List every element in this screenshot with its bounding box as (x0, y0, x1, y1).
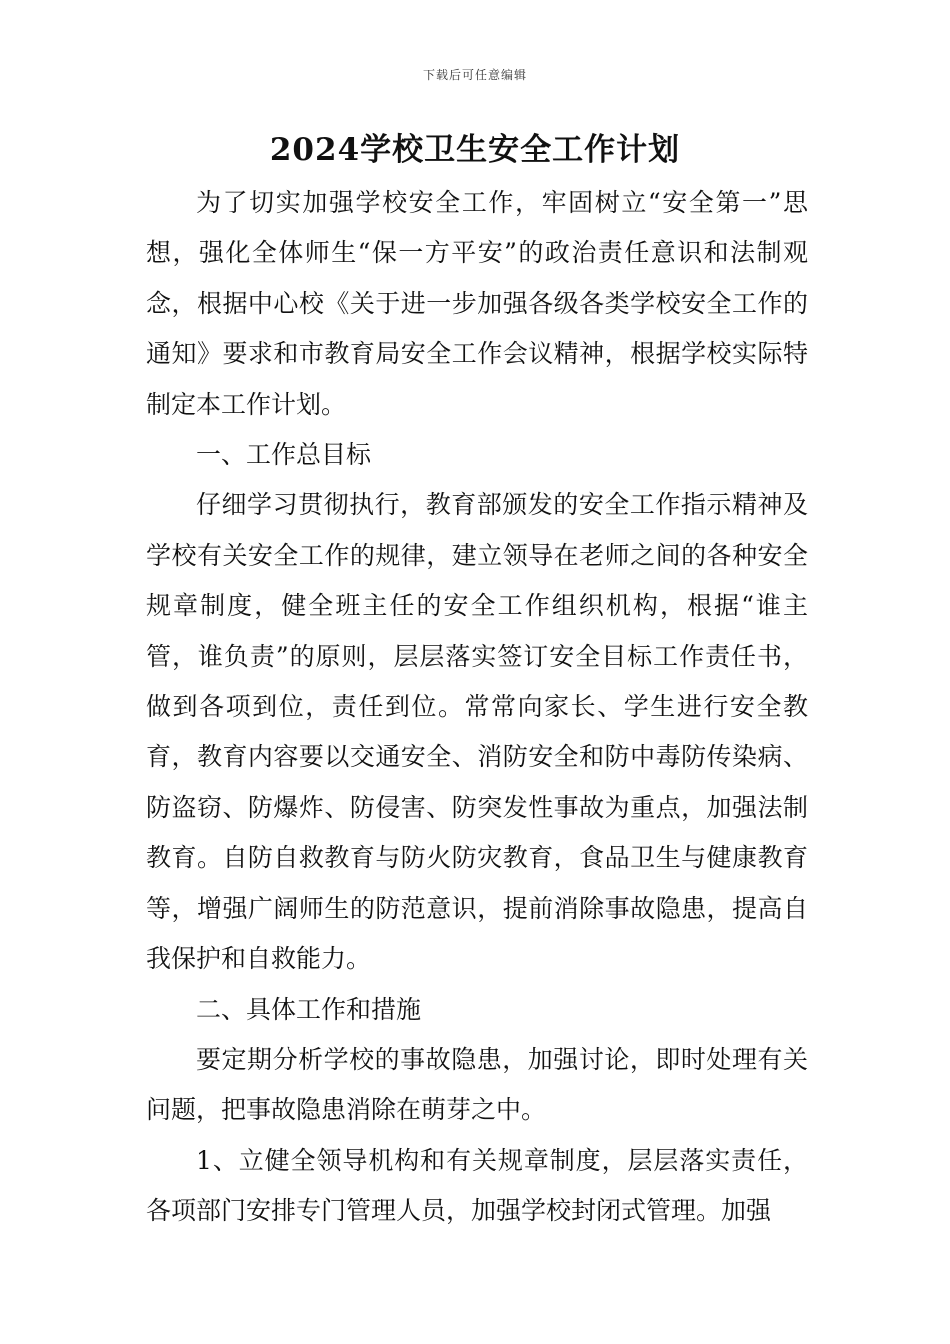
paragraph-measure-1: 1、立健全领导机构和有关规章制度，层层落实责任，各项部门安排专门管理人员，加强学校封闭式管理。加强 (146, 1145, 808, 1226)
document-title: 2024学校卫生安全工作计划 (269, 132, 681, 168)
paragraph-goal: 仔细学习贯彻执行，教育部颁发的安全工作指示精神及学校有关安全工作的规律，建立领导在老师之间的各种安全规章制度，健全班主任的安全工作组织机构，根据“谁主管，谁负责”的原则，层层落实签订安全目标工作责任书，做到各项到位，责任到位。常常向家长、学生进行安全教育，教育内容要以交通安全、消防安全和防中毒防传染病、防盗窃、防爆炸、防侵害、防突发性事故为重点，加强法制教育。自防自救教育与防火防灾教育，食品卫生与健康教育等，增强广阔师生的防范意识，提前消除事故隐患，提高自我保护和自救能力。 (146, 490, 808, 974)
document-body (146, 178, 808, 1237)
header-note: 下载后可任意编辑 (422, 68, 527, 82)
paragraph-measures-intro: 要定期分析学校的事故隐患，加强讨论，即时处理有关问题，把事故隐患消除在萌芽之中。 (146, 1044, 808, 1125)
paragraph-intro: 为了切实加强学校安全工作，牢固树立“安全第一”思想，强化全体师生“保一方平安”的政治责任意识和法制观念，根据中心校《关于进一步加强各级各类学校安全工作的通知》要求和市教育局安全工作会议精神，根据学校实际特制定本工作计划。 (146, 188, 808, 419)
section-heading-measures: 二、具体工作和措施 (196, 994, 422, 1024)
section-heading-goal: 一、工作总目标 (196, 440, 372, 470)
